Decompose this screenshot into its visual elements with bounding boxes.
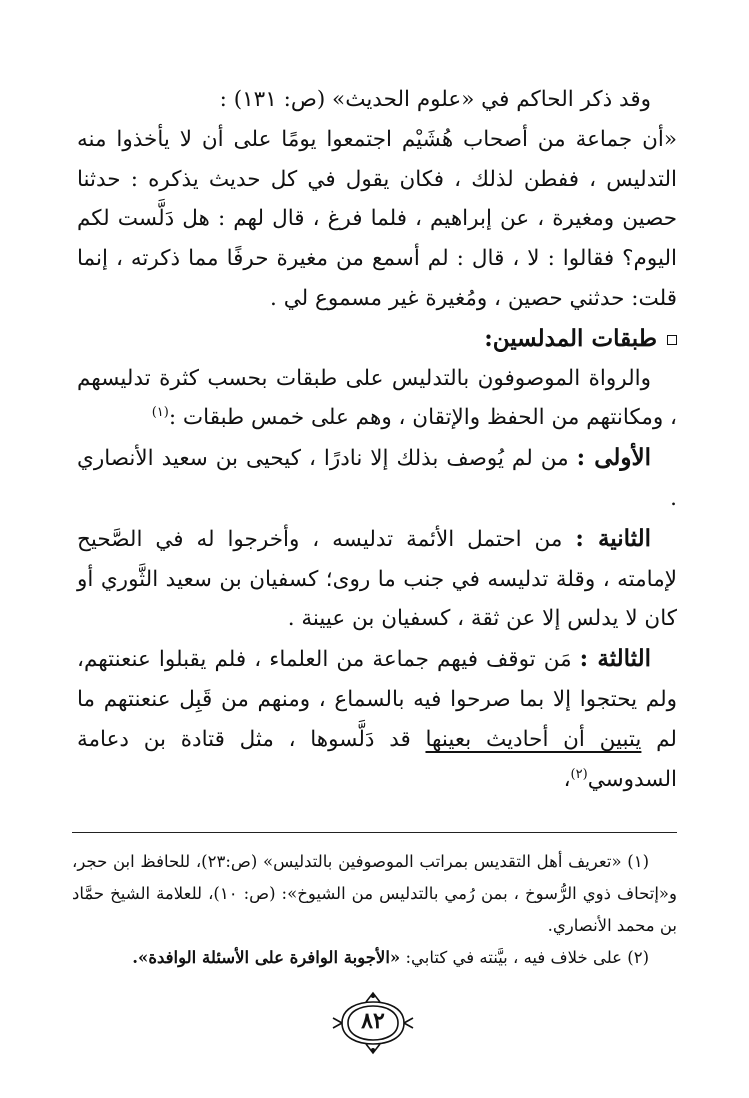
footnote-2-text: (٢) على خلاف فيه ، بيَّنته في كتابي: [405, 948, 649, 967]
third-class-end: ، [563, 766, 571, 792]
footnote-divider [72, 832, 677, 833]
page-number-text: ٨٢ [361, 1008, 385, 1034]
footnote-1: (١) «تعريف أهل التقديس بمراتب الموصوفين بالتدليس» (ص:٢٣)، للحافظ ابن حجر، و«إتحاف ذوي الرُّسوخ ، بمن رُمي بالتدليس من الشيوخ»: (ص: ١٠)، للعلامة الشيخ حمَّاد بن محمد الأنصاري. [72, 852, 677, 935]
third-class-paragraph [77, 639, 677, 799]
footnote-ref-2: (٢) [570, 766, 588, 782]
section-heading-text: طبقات المدلسين: [484, 324, 657, 352]
intro-line: وقد ذكر الحاكم في «علوم الحديث» (ص: ١٣١) : [219, 87, 651, 112]
first-class-paragraph [77, 438, 677, 519]
footnotes [72, 846, 677, 974]
intro-paragraph-text: والرواة الموصوفون بالتدليس على طبقات بحسب كثرة تدليسهم ، ومكانتهم من الحفظ والإتقان ، وهم على خمس طبقات : [77, 365, 677, 431]
page-number-ornament [328, 990, 418, 1056]
third-class-underlined: يتبين أن أحاديث بعينها [425, 726, 642, 752]
first-class-text: من لم يُوصف بذلك إلا نادرًا ، كيحيى بن سعيد الأنصاري . [77, 446, 677, 511]
quote-paragraph: «أن جماعة من أصحاب هُشَيْم اجتمعوا يومًا على أن لا يأخذوا منه التدليس ، ففطن لذلك ، فكان يقول في كل حديث يذكره : حدثنا حصين ومغيرة ، عن إبراهيم ، فلما فرغ ، قال لهم : هل دَلَّست لكم اليوم؟ فقالوا : لا ، قال : لم أسمع من مغيرة حرفًا مما ذكرته ، إنما قلت: حدثني حصين ، ومُغيرة غير مسموع لي . [77, 126, 677, 311]
footnote-2 [72, 942, 677, 974]
intro-paragraph [77, 359, 677, 439]
square-bullet-icon [667, 335, 677, 345]
section-heading [77, 319, 677, 359]
second-class-text: من احتمل الأئمة تدليسه ، وأخرجوا له في الصَّحيح لإمامته ، وقلة تدليسه في جنب ما روى؛ كسفيان بن سعيد الثَّوري أو كان لا يدلس إلا عن ثقة ، كسفيان بن عيينة . [77, 526, 677, 632]
footnote-ref-1: (١) [151, 405, 169, 421]
main-text [77, 80, 677, 799]
third-class-text: مَن توقف فيهم جماعة من العلماء ، فلم يقبلوا عنعنتهم، ولم يحتجوا إلا بما صرحوا فيه بالسماع ، ومنهم من قَبِل عنعنتهم ما لم [77, 647, 677, 752]
footnote-2-book: «الأجوبة الوافرة على الأسئلة الوافدة». [132, 948, 401, 967]
second-class-term: الثانية : [575, 524, 651, 552]
third-class-term: الثالثة : [579, 645, 651, 673]
third-class-tail: قد دَلَّسوها ، مثل قتادة بن دعامة السدوسي [77, 726, 677, 792]
first-class-term: الأولى : [576, 444, 652, 472]
second-class-paragraph [77, 519, 677, 639]
